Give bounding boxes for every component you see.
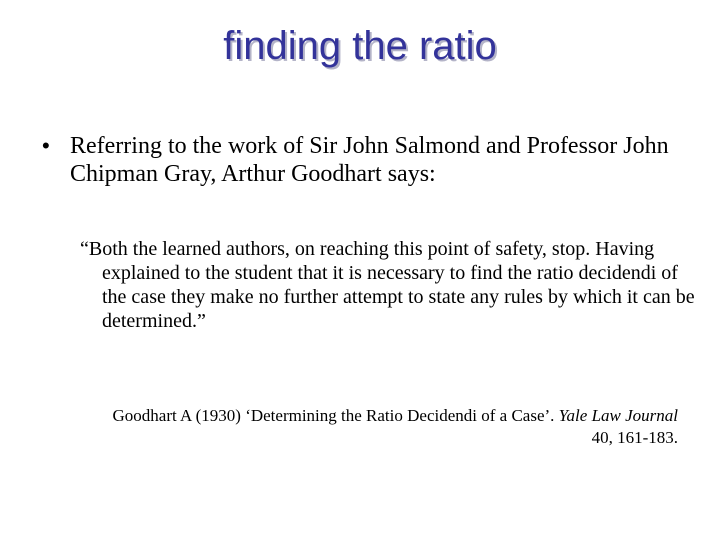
bullet-item <box>42 132 682 188</box>
bullet-marker: • <box>42 133 50 158</box>
citation-part1: Goodhart A (1930) ‘Determining the Ratio Decidendi of a Case’. <box>112 406 555 425</box>
citation-journal: Yale Law Journal <box>558 406 678 425</box>
citation-part2: 40, 161-183. <box>591 428 678 447</box>
slide-title: finding the ratio <box>223 24 497 68</box>
bullet-text: Referring to the work of Sir John Salmond and Professor John Chipman Gray, Arthur Goodhart says: <box>70 133 669 187</box>
citation <box>112 405 678 449</box>
quote-text: “Both the learned authors, on reaching this point of safety, stop. Having explained to the student that it is necessary to find the ratio decidendi of the case they make no further attempt to state any rules by which it can be determined.” <box>80 238 695 332</box>
